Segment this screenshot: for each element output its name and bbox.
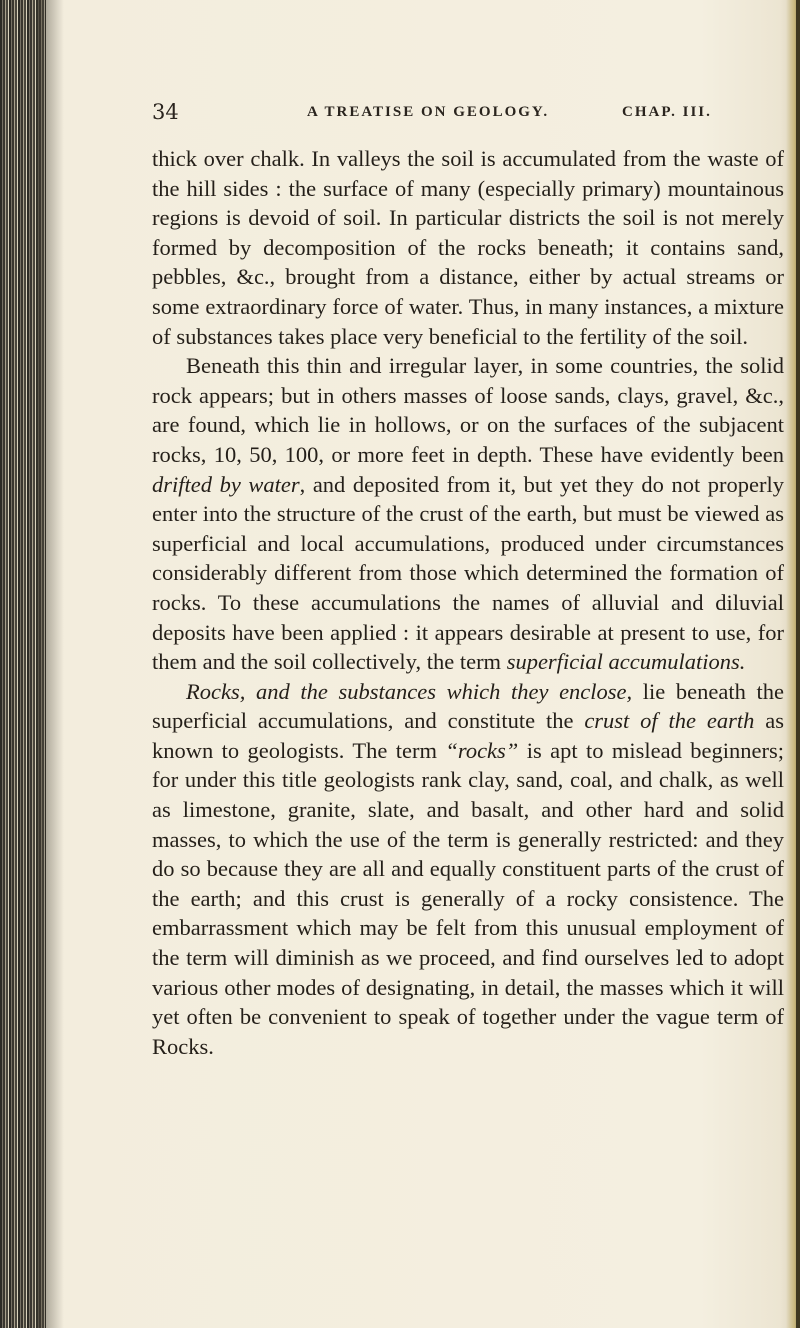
running-title: A TREATISE ON GEOLOGY. bbox=[307, 104, 550, 120]
text-segment: is apt to mislead beginners; for under this title geologists rank clay, sand, coal, and chalk, as well as limestone, granite, slate, and basalt, and other hard and solid masses, to which the use of the term is generally restricted: and they do so because they are all and equally constituent parts of the crust of the earth; and this crust is generally of a rocky consistence. The embarrassment which may be felt from this unusual employment of the term will diminish as we proceed, and find ourselves led to adopt various other modes of designating, in detail, the masses which it will yet often be convenient to speak of together under the vague term of Rocks. bbox=[152, 737, 784, 1059]
italic-term-rocks: “rocks” bbox=[445, 737, 519, 763]
italic-term-superficial-accumulations: superficial accumulations. bbox=[506, 649, 746, 675]
paragraph-1 bbox=[152, 144, 784, 351]
running-header bbox=[152, 100, 784, 128]
page-right-border bbox=[796, 0, 800, 1328]
text-segment: , and deposited from it, but yet they do not properly enter into the structure of the crust of the earth, but must be viewed as superficial and local accumulations, produced under circumstances considerably different from those which determined the formation of rocks. To these accumulations the names of alluvial and diluvial deposits have been applied : it appears desirable at present to use, for them and the soil collectively, the term bbox=[152, 471, 784, 675]
italic-term-rocks-substances: Rocks, and the substances which they enclose, bbox=[186, 678, 633, 704]
chapter-label: CHAP. III. bbox=[622, 104, 712, 120]
text-segment: lie beneath the superficial accumulations, and constitute the bbox=[152, 678, 784, 734]
italic-term-drifted-by-water: drifted by water bbox=[152, 471, 300, 497]
paragraph-2 bbox=[152, 351, 784, 677]
text-segment: as known to geologists. The term bbox=[152, 708, 784, 763]
body-text bbox=[152, 144, 784, 1061]
binding-shadow bbox=[36, 0, 64, 1328]
text-segment: thick over chalk. In valleys the soil is accumulated from the waste of the hill sides : the surface of many (especially primary) mountainous regions is devoid of soil. In particular districts the soil is not merely formed by decomposition of the rocks beneath; it contains sand, pebbles, &c., brought from a distance, either by actual streams or some extraordinary force of water. Thus, in many instances, a mixture of substances takes place very beneficial to the fertility of the soil. bbox=[152, 146, 784, 349]
page-number: 34 bbox=[152, 100, 179, 124]
paragraph-3 bbox=[152, 677, 784, 1062]
italic-term-crust-of-the-earth: crust of the earth bbox=[584, 708, 755, 734]
text-segment: Beneath this thin and irregular layer, in some countries, the solid rock appears; but in others masses of loose sands, clays, gravel, &c., are found, which lie in hollows, or on the surfaces of the subjacent rocks, 10, 50, 100, or more feet in depth. These have evidently been bbox=[152, 353, 784, 467]
